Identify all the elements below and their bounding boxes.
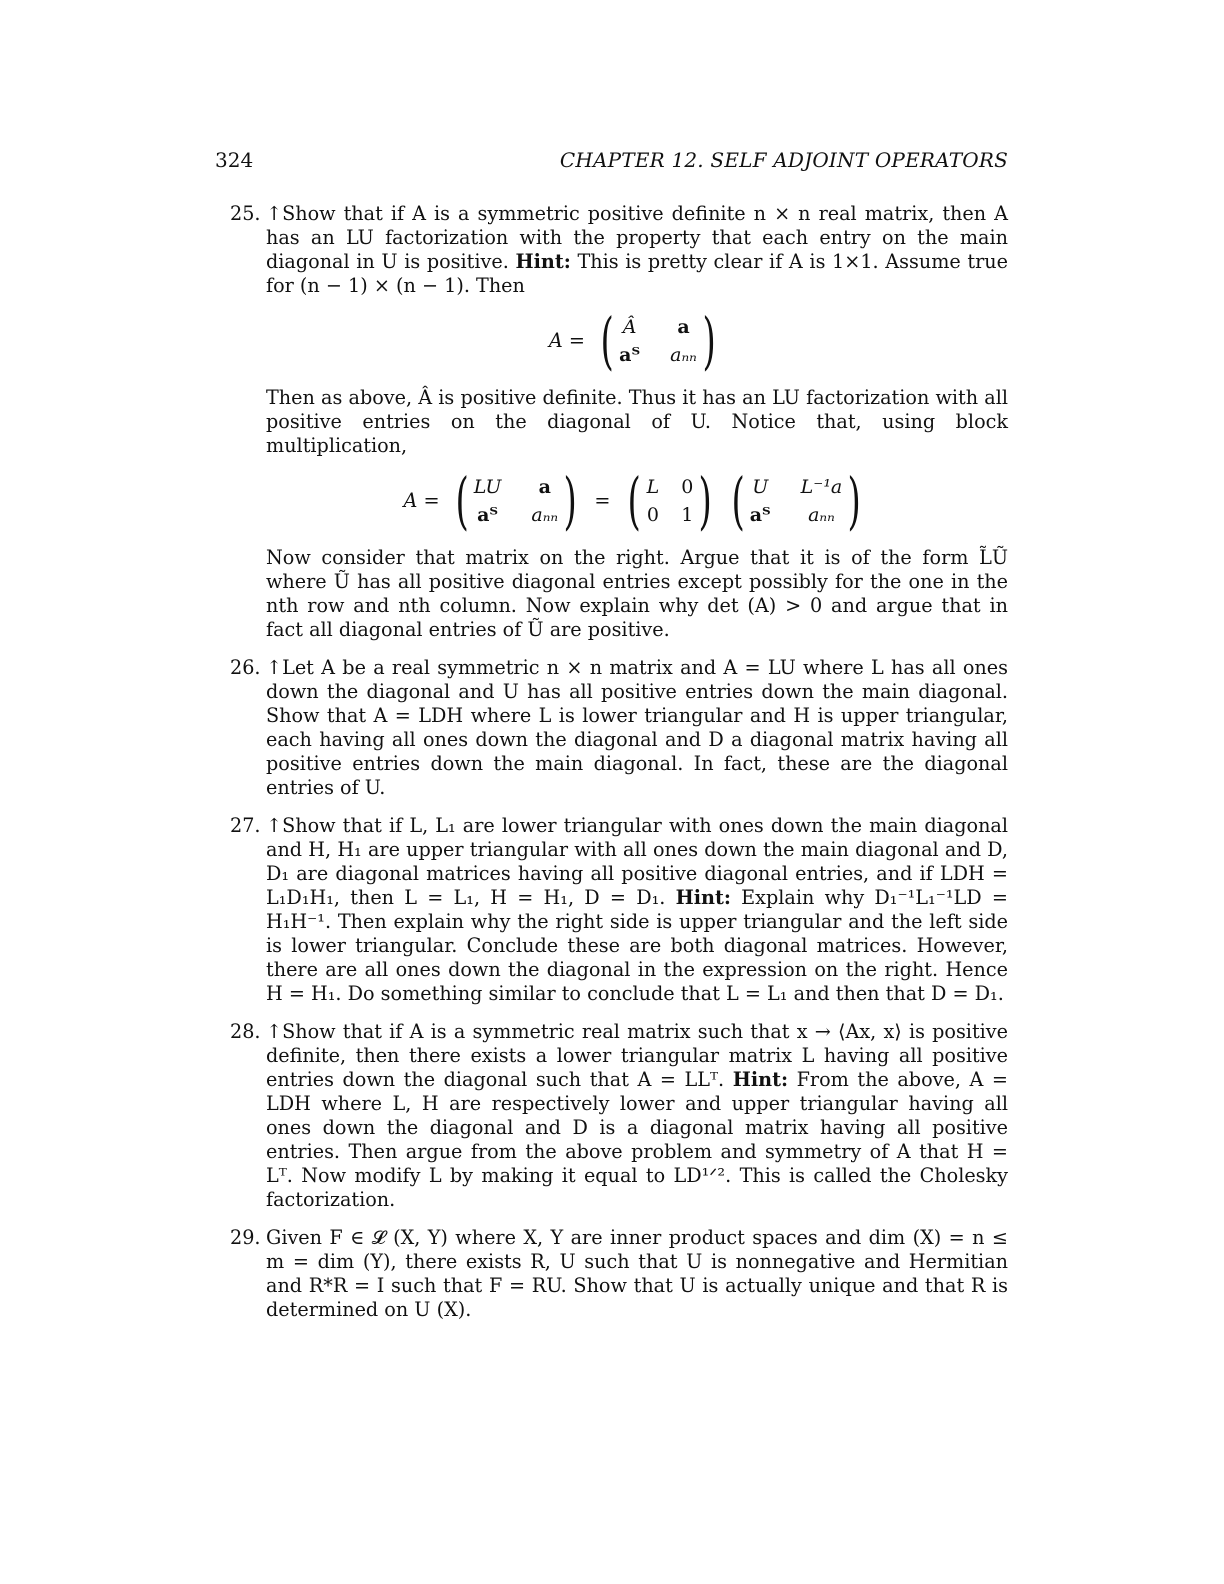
problem-28	[230, 1020, 1008, 1212]
equation-lhs: A =	[403, 489, 440, 512]
matrix-entry: aₙₙ	[808, 504, 835, 526]
hint-label: Hint:	[732, 1068, 789, 1091]
problem-27	[230, 814, 1008, 1006]
problem-list	[230, 202, 1008, 1336]
problem-text-continued: Then as above, Â is positive definite. Thus it has an LU factorization with all positive entries on the diagonal of U. Notice that, using block multiplication,	[266, 386, 1008, 457]
matrix-entry: 0	[646, 504, 659, 526]
right-paren: )	[702, 304, 716, 377]
problem-number: 29.	[230, 1226, 261, 1249]
equation-block-factorization	[266, 464, 1008, 537]
matrix-entry: aᵀ	[619, 344, 641, 366]
matrix-entry: L⁻¹a	[800, 476, 843, 498]
matrix-entry: a	[677, 316, 690, 338]
upper-block-matrix: ( U L⁻¹a aᵀ aₙₙ )	[730, 464, 862, 537]
equation-lhs: A =	[548, 329, 585, 352]
problem-text-continued: Now consider that matrix on the right. Argue that it is of the form L̃Ũ where Ũ has all positive diagonal entries except possibly for the one in the nth row and nth column. Now explain why det (A) > 0 and argue that in fact all diagonal entries of Ũ are positive.	[266, 546, 1008, 641]
problem-text	[266, 1020, 1008, 1212]
matrix-entry: a	[538, 476, 551, 498]
matrix-entry: LU	[473, 476, 502, 498]
equals-sign: =	[594, 489, 611, 512]
problem-25	[230, 202, 1008, 642]
problem-statement: ↑Show that if A is a symmetric real matrix such that x → ⟨Ax, x⟩ is positive definite, then there exists a lower triangular matrix L having all positive entries down the diagonal such that A = LLᵀ.	[266, 1020, 1008, 1091]
chapter-title: CHAPTER 12. SELF ADJOINT OPERATORS	[559, 148, 1008, 172]
page-number: 324	[215, 148, 254, 172]
lower-block-matrix: ( L 0 0 1 )	[627, 464, 713, 537]
problem-number: 27.	[230, 814, 261, 837]
problem-text: ↑Let A be a real symmetric n × n matrix and A = LU where L has all ones down the diagonal and U has all positive entries down the main diagonal. Show that A = LDH where L is lower triangular and H is upper triangular, each having all ones down the diagonal and D a diagonal matrix having all positive entries down the main diagonal. In fact, these are the diagonal entries of U.	[266, 656, 1008, 799]
block-matrix	[595, 304, 721, 377]
page-header	[215, 148, 1008, 176]
hint-text: Explain why D₁⁻¹L₁⁻¹LD = H₁H⁻¹. Then explain why the right side is upper triangular and the left side is lower triangular. Conclude these are both diagonal matrices. However, there are all ones down the diagonal in the expression on the right. Hence H = H₁. Do something similar to conclude that L = L₁ and then that D = D₁.	[266, 886, 1008, 1005]
problem-text	[266, 814, 1008, 1006]
matrix-entry: Â	[622, 316, 637, 338]
problem-text: Given F ∈ 𝓛 (X, Y) where X, Y are inner product spaces and dim (X) = n ≤ m = dim (Y), there exists R, U such that U is nonnegative and Hermitian and R*R = I such that F = RU. Show that U is actually unique and that R is determined on U (X).	[266, 1226, 1008, 1321]
matrix-entry: 1	[681, 504, 694, 526]
equation-block-matrix-A	[266, 304, 1008, 377]
left-paren: (	[600, 304, 614, 377]
matrix-entry: U	[752, 476, 769, 498]
matrix-entry: aₙₙ	[670, 344, 697, 366]
hint-text: This is pretty clear if A is 1×1. Assume true for (n − 1) × (n − 1). Then	[266, 250, 1008, 297]
problem-29	[230, 1226, 1008, 1322]
problem-26	[230, 656, 1008, 800]
matrix-entry: aᵀ	[749, 504, 771, 526]
problem-text	[266, 202, 1008, 298]
problem-statement: ↑Show that if L, L₁ are lower triangular with ones down the main diagonal and H, H₁ are upper triangular with all ones down the main diagonal and D, D₁ are diagonal matrices having all positive diagonal entries, and if LDH = L₁D₁H₁, then L = L₁, H = H₁, D = D₁.	[266, 814, 1008, 909]
matrix-entry: aᵀ	[477, 504, 499, 526]
hint-text: From the above, A = LDH where L, H are respectively lower and upper triangular having all ones down the diagonal and D is a diagonal matrix having all positive entries. Then argue from the above problem and symmetry of A that H = Lᵀ. Now modify L by making it equal to LD¹ᐟ². This is called the Cholesky factorization.	[266, 1068, 1008, 1211]
matrix-entry: L	[646, 476, 660, 498]
hint-label: Hint:	[675, 886, 731, 909]
matrix-entry: 0	[681, 476, 694, 498]
block-matrix: ( LU a aᵀ aₙₙ )	[455, 464, 577, 537]
problem-number: 25.	[230, 202, 261, 225]
problem-statement: ↑Show that if A is a symmetric positive definite n × n real matrix, then A has an LU factorization with the property that each entry on the main diagonal in U is positive.	[266, 202, 1008, 273]
problem-number: 28.	[230, 1020, 261, 1043]
matrix-entry: aₙₙ	[531, 504, 559, 526]
hint-label: Hint:	[515, 250, 571, 273]
problem-number: 26.	[230, 656, 261, 679]
